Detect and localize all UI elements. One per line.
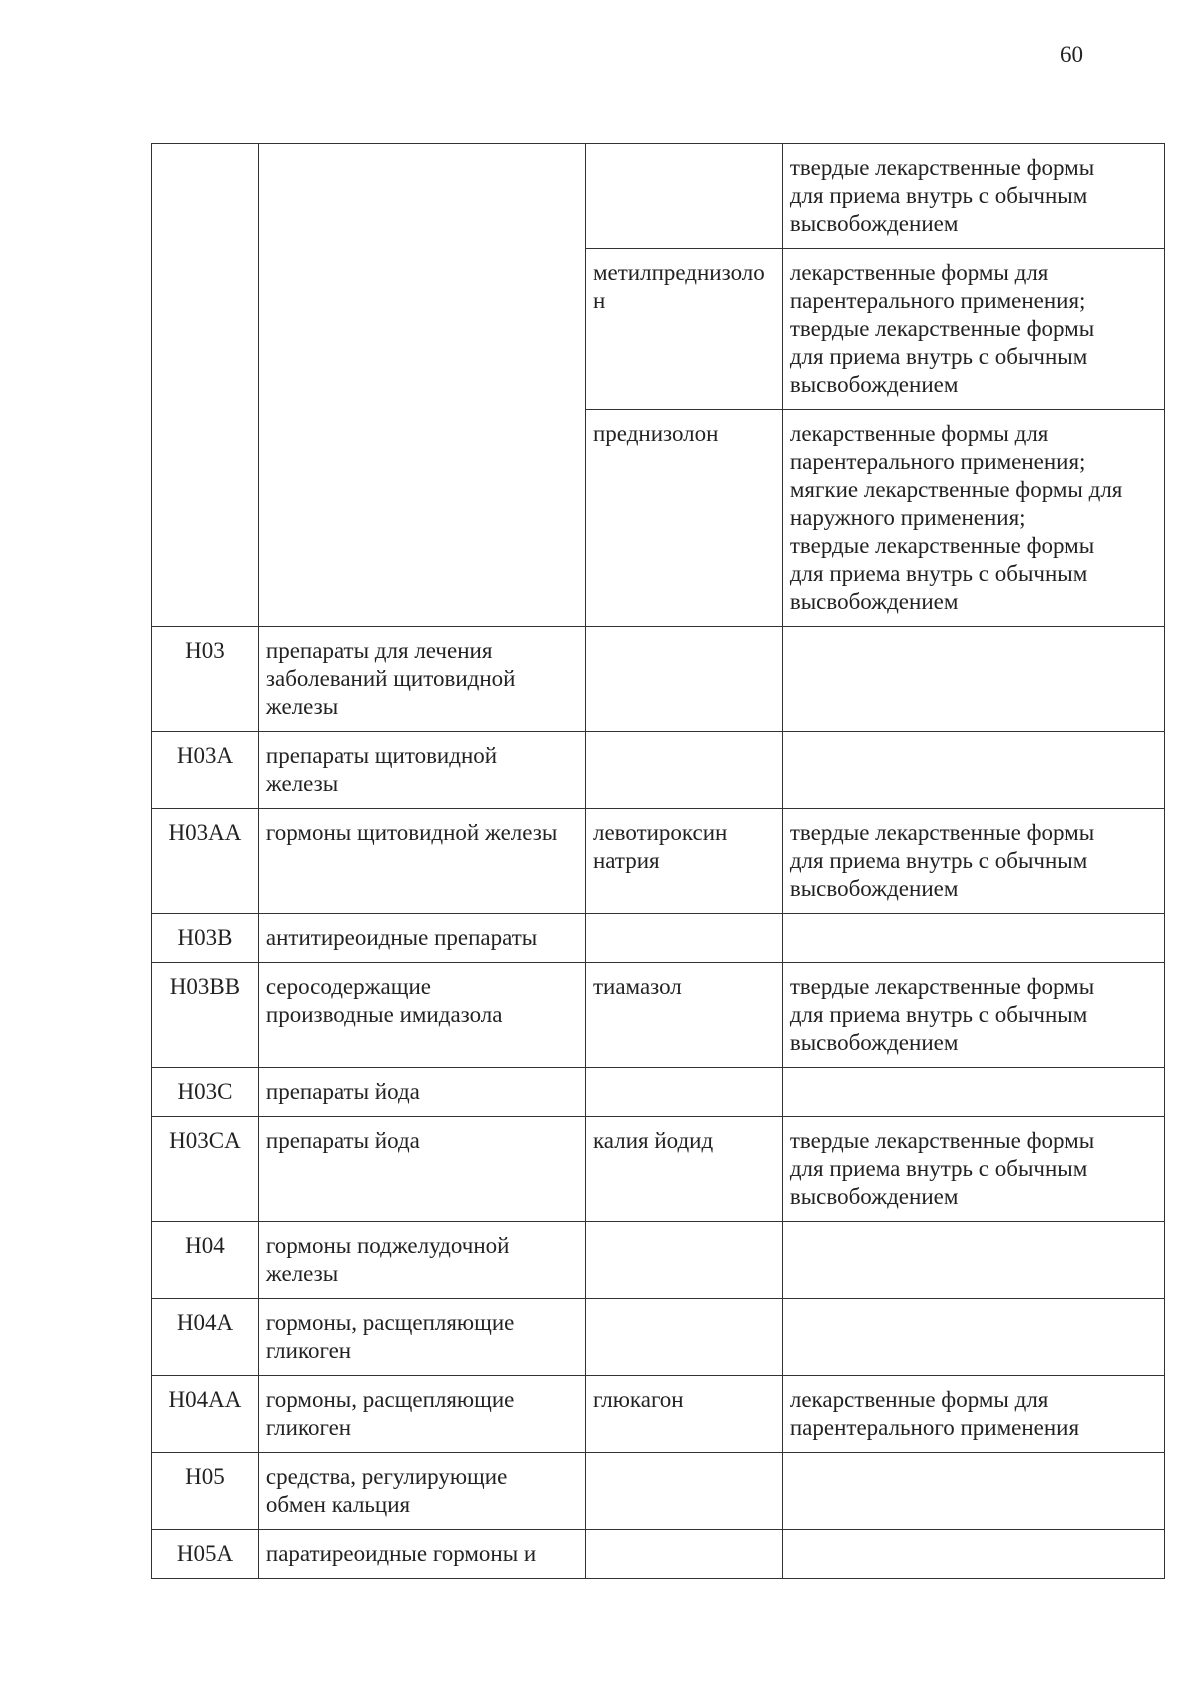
cell-line: тиамазол xyxy=(592,974,682,999)
dosage-form-cell xyxy=(782,1530,1164,1579)
drug-name-cell xyxy=(585,249,782,410)
cell-line: гликоген xyxy=(265,1338,352,1363)
drug-name-cell xyxy=(585,732,782,809)
atc-code-cell xyxy=(152,1222,259,1299)
cell-line: гормоны щитовидной железы xyxy=(265,820,558,845)
anatomical-group-cell xyxy=(258,914,585,963)
cell-line: гликоген xyxy=(265,1415,352,1440)
atc-code-cell xyxy=(152,809,259,914)
anatomical-group-cell xyxy=(258,144,585,627)
anatomical-group-cell xyxy=(258,732,585,809)
cell-line: обмен кальция xyxy=(265,1492,411,1517)
cell-line: твердые лекарственные формы xyxy=(789,533,1095,558)
atc-code-cell xyxy=(152,1530,259,1579)
dosage-form-cell xyxy=(782,249,1164,410)
cell-line: н xyxy=(592,288,606,313)
dosage-form-cell xyxy=(782,627,1164,732)
cell-line: левотироксин xyxy=(592,820,728,845)
cell-line: лекарственные формы для xyxy=(789,1387,1049,1412)
atc-code-cell xyxy=(152,1299,259,1376)
cell-line: H04AA xyxy=(168,1387,242,1412)
cell-line: высвобождением xyxy=(789,372,959,397)
atc-code-cell xyxy=(152,963,259,1068)
cell-line: железы xyxy=(265,1261,339,1286)
cell-line: H03AA xyxy=(168,820,242,845)
dosage-form-cell xyxy=(782,1453,1164,1530)
cell-line: для приема внутрь с обычным xyxy=(789,183,1088,208)
dosage-form-cell xyxy=(782,1068,1164,1117)
cell-line: высвобождением xyxy=(789,1184,959,1209)
cell-line: гормоны поджелудочной xyxy=(265,1233,510,1258)
cell-line: паратиреоидные гормоны и xyxy=(265,1541,537,1566)
cell-line: лекарственные формы для xyxy=(789,260,1049,285)
dosage-form-cell xyxy=(782,732,1164,809)
dosage-form-cell xyxy=(782,1222,1164,1299)
atc-code-cell xyxy=(152,1376,259,1453)
cell-line: железы xyxy=(265,771,339,796)
table-row xyxy=(152,144,1165,249)
cell-line: парентерального применения; xyxy=(789,288,1086,313)
drug-name-cell xyxy=(585,410,782,627)
drug-name-cell xyxy=(585,627,782,732)
atc-code-cell xyxy=(152,1117,259,1222)
cell-line: препараты йода xyxy=(265,1079,420,1104)
cell-line: H03 xyxy=(185,638,225,663)
drug-name-cell xyxy=(585,1530,782,1579)
cell-line: твердые лекарственные формы xyxy=(789,155,1095,180)
cell-line: преднизолон xyxy=(592,421,719,446)
cell-line: лекарственные формы для xyxy=(789,421,1049,446)
cell-line: препараты для лечения xyxy=(265,638,493,663)
dosage-form-cell xyxy=(782,809,1164,914)
cell-line: гормоны, расщепляющие xyxy=(265,1387,515,1412)
anatomical-group-cell xyxy=(258,1222,585,1299)
atc-code-cell xyxy=(152,732,259,809)
drug-name-cell xyxy=(585,144,782,249)
cell-line: H05A xyxy=(176,1541,234,1566)
drug-table xyxy=(151,143,1165,1579)
anatomical-group-cell xyxy=(258,1299,585,1376)
dosage-form-cell xyxy=(782,410,1164,627)
table-body xyxy=(152,144,1165,1579)
cell-line: гормоны, расщепляющие xyxy=(265,1310,515,1335)
cell-line: железы xyxy=(265,694,339,719)
cell-line: наружного применения; xyxy=(789,505,1026,530)
anatomical-group-cell xyxy=(258,1530,585,1579)
cell-line: высвобождением xyxy=(789,211,959,236)
cell-line: препараты щитовидной xyxy=(265,743,498,768)
cell-line: антитиреоидные препараты xyxy=(265,925,538,950)
cell-line: твердые лекарственные формы xyxy=(789,1128,1095,1153)
drug-name-cell xyxy=(585,1453,782,1530)
drug-name-cell xyxy=(585,809,782,914)
anatomical-group-cell xyxy=(258,1453,585,1530)
cell-line: мягкие лекарственные формы для xyxy=(789,477,1123,502)
anatomical-group-cell xyxy=(258,963,585,1068)
cell-line: твердые лекарственные формы xyxy=(789,316,1095,341)
cell-line: твердые лекарственные формы xyxy=(789,820,1095,845)
table-row xyxy=(152,1117,1165,1222)
cell-line: H04A xyxy=(176,1310,234,1335)
table-row xyxy=(152,1299,1165,1376)
cell-line: высвобождением xyxy=(789,876,959,901)
anatomical-group-cell xyxy=(258,627,585,732)
drug-name-cell xyxy=(585,1299,782,1376)
cell-line: H03C xyxy=(177,1079,233,1104)
cell-line: для приема внутрь с обычным xyxy=(789,848,1088,873)
cell-line: средства, регулирующие xyxy=(265,1464,508,1489)
atc-code-cell xyxy=(152,1068,259,1117)
table-row xyxy=(152,963,1165,1068)
table-row xyxy=(152,1530,1165,1579)
cell-line: заболеваний щитовидной xyxy=(265,666,516,691)
cell-line: H03BB xyxy=(169,974,241,999)
cell-line: натрия xyxy=(592,848,660,873)
atc-code-cell xyxy=(152,627,259,732)
cell-line: серосодержащие xyxy=(265,974,431,999)
cell-line: высвобождением xyxy=(789,589,959,614)
cell-line: парентерального применения xyxy=(789,1415,1080,1440)
table-row xyxy=(152,1453,1165,1530)
atc-code-cell xyxy=(152,914,259,963)
cell-line: калия йодид xyxy=(592,1128,714,1153)
dosage-form-cell xyxy=(782,1299,1164,1376)
drug-name-cell xyxy=(585,914,782,963)
cell-line: H03CA xyxy=(169,1128,241,1153)
cell-line: метилпреднизоло xyxy=(592,260,765,285)
cell-line: H03A xyxy=(176,743,234,768)
dosage-form-cell xyxy=(782,144,1164,249)
page-number: 60 xyxy=(1060,42,1083,67)
cell-line: для приема внутрь с обычным xyxy=(789,561,1088,586)
cell-line: парентерального применения; xyxy=(789,449,1086,474)
atc-code-cell xyxy=(152,1453,259,1530)
drug-name-cell xyxy=(585,1222,782,1299)
drug-name-cell xyxy=(585,963,782,1068)
cell-line: производные имидазола xyxy=(265,1002,503,1027)
atc-code-cell xyxy=(152,144,259,627)
dosage-form-cell xyxy=(782,1117,1164,1222)
table-row xyxy=(152,732,1165,809)
anatomical-group-cell xyxy=(258,1068,585,1117)
cell-line: глюкагон xyxy=(592,1387,684,1412)
drug-name-cell xyxy=(585,1117,782,1222)
drug-name-cell xyxy=(585,1068,782,1117)
cell-line: для приема внутрь с обычным xyxy=(789,1156,1088,1181)
dosage-form-cell xyxy=(782,914,1164,963)
table-row xyxy=(152,1068,1165,1117)
table-row xyxy=(152,627,1165,732)
cell-line: для приема внутрь с обычным xyxy=(789,1002,1088,1027)
dosage-form-cell xyxy=(782,963,1164,1068)
cell-line: для приема внутрь с обычным xyxy=(789,344,1088,369)
dosage-form-cell xyxy=(782,1376,1164,1453)
cell-line: H03B xyxy=(177,925,233,950)
anatomical-group-cell xyxy=(258,1117,585,1222)
table-row xyxy=(152,1376,1165,1453)
table-row xyxy=(152,1222,1165,1299)
anatomical-group-cell xyxy=(258,809,585,914)
cell-line: препараты йода xyxy=(265,1128,420,1153)
anatomical-group-cell xyxy=(258,1376,585,1453)
cell-line: H04 xyxy=(185,1233,225,1258)
cell-line: твердые лекарственные формы xyxy=(789,974,1095,999)
cell-line: высвобождением xyxy=(789,1030,959,1055)
table-row xyxy=(152,914,1165,963)
table-row xyxy=(152,809,1165,914)
drug-name-cell xyxy=(585,1376,782,1453)
cell-line: H05 xyxy=(185,1464,225,1489)
